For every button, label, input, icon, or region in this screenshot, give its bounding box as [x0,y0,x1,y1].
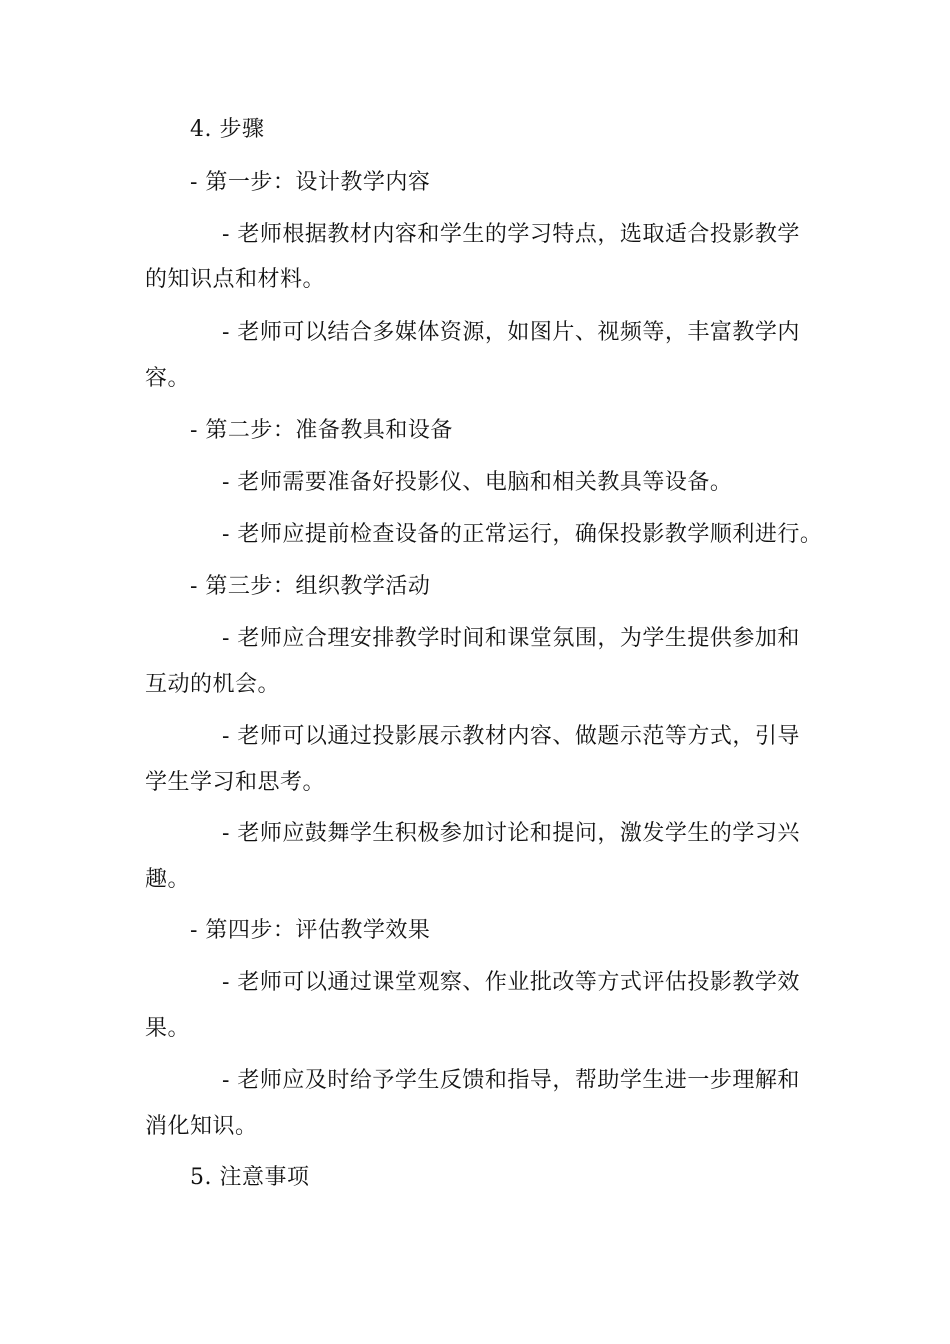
step4-item1-line2: 果。 [145,1016,191,1041]
step3-item3-line2: 趣。 [145,867,191,892]
step3-item3-line1: - 老师应鼓舞学生积极参加讨论和提问，激发学生的学习兴 [222,821,800,846]
step1-heading: - 第一步：设计教学内容 [190,170,431,195]
step3-item1-line1: - 老师应合理安排教学时间和课堂氛围，为学生提供参加和 [222,626,800,651]
section-heading-steps: 4. 步骤 [190,117,265,142]
step4-item2-line1: - 老师应及时给予学生反馈和指导，帮助学生进一步理解和 [222,1068,800,1093]
step4-heading: - 第四步：评估教学效果 [190,918,431,943]
step1-item2-line1: - 老师可以结合多媒体资源，如图片、视频等，丰富教学内 [222,320,800,345]
step2-heading: - 第二步：准备教具和设备 [190,418,453,443]
step3-item1-line2: 互动的机会。 [145,672,281,697]
step2-item2: - 老师应提前检查设备的正常运行，确保投影教学顺利进行。 [222,522,823,547]
step2-item1: - 老师需要准备好投影仪、电脑和相关教具等设备。 [222,470,733,495]
step1-item1-line1: - 老师根据教材内容和学生的学习特点，选取适合投影教学 [222,222,800,247]
step4-item1-line1: - 老师可以通过课堂观察、作业批改等方式评估投影教学效 [222,970,800,995]
step1-item1-line2: 的知识点和材料。 [145,267,326,292]
step3-item2-line1: - 老师可以通过投影展示教材内容、做题示范等方式，引导 [222,724,800,749]
section-heading-notes: 5. 注意事项 [190,1165,310,1190]
step1-item2-line2: 容。 [145,366,191,391]
step4-item2-line2: 消化知识。 [145,1114,258,1139]
step3-item2-line2: 学生学习和思考。 [145,770,326,795]
step3-heading: - 第三步：组织教学活动 [190,574,431,599]
